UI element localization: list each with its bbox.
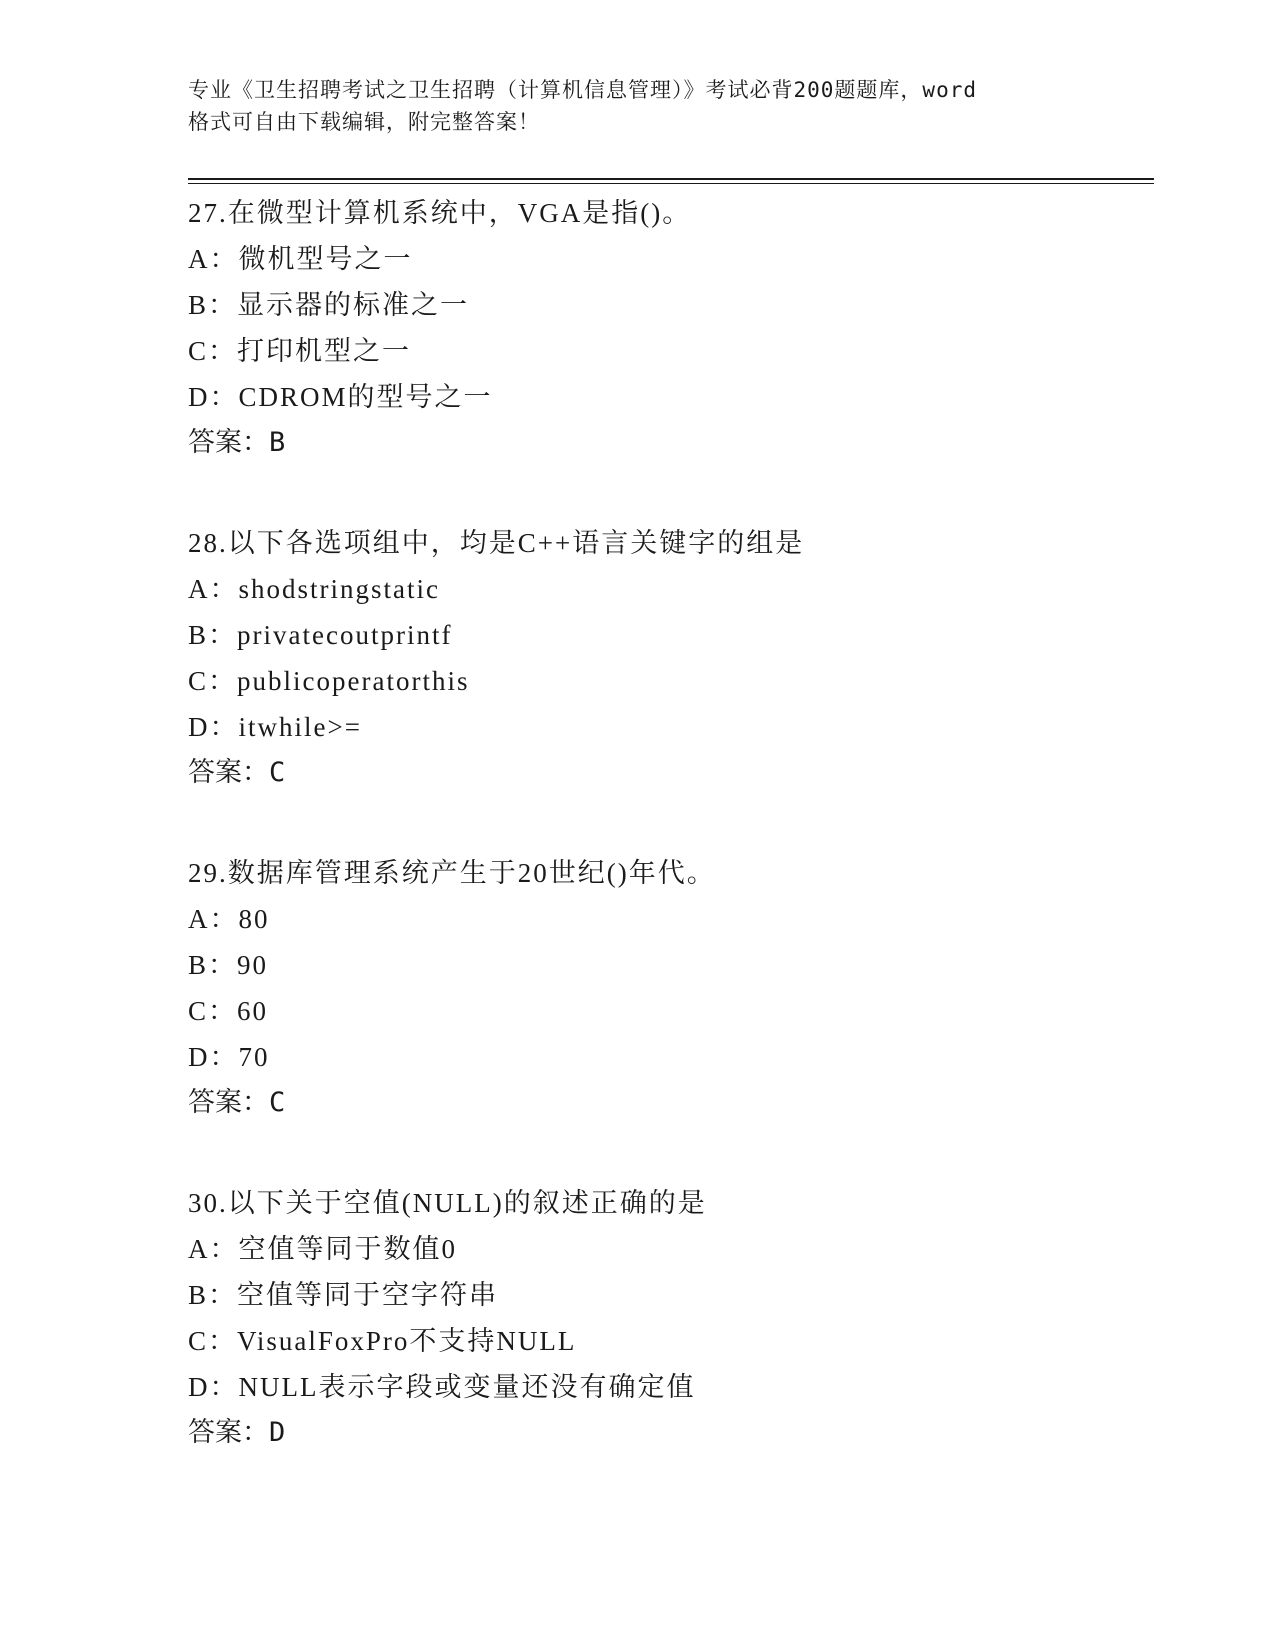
answer-value: D <box>269 1417 286 1448</box>
question-stem: 30.以下关于空值(NULL)的叙述正确的是 <box>188 1188 707 1218</box>
header-divider-thick <box>188 178 1154 180</box>
option-a: A：80 <box>188 904 270 934</box>
option-b: B：显示器的标准之一 <box>188 290 470 320</box>
header-line-1: 专业《卫生招聘考试之卫生招聘（计算机信息管理）》考试必背200题题库，word <box>188 78 977 102</box>
answer-label: 答案： <box>188 757 269 788</box>
question-stem: 28.以下各选项组中，均是C++语言关键字的组是 <box>188 528 805 558</box>
question-stem: 29.数据库管理系统产生于20世纪()年代。 <box>188 858 716 888</box>
answer-value: B <box>269 427 286 458</box>
answer <box>188 1410 1154 1456</box>
answer <box>188 1080 1154 1126</box>
question-stem: 27.在微型计算机系统中，VGA是指()。 <box>188 198 692 228</box>
header-divider-thin <box>188 183 1154 184</box>
answer-value: C <box>269 757 286 788</box>
option-c: C：打印机型之一 <box>188 336 412 366</box>
question-27 <box>188 190 1154 466</box>
answer-value: C <box>269 1087 286 1118</box>
option-b: B：privatecoutprintf <box>188 620 453 650</box>
answer-label: 答案： <box>188 1417 269 1448</box>
option-b: B：90 <box>188 950 269 980</box>
option-a: A：微机型号之一 <box>188 244 413 274</box>
answer-label: 答案： <box>188 1087 269 1118</box>
option-d: D：itwhile>= <box>188 712 362 742</box>
option-c: C：60 <box>188 996 269 1026</box>
option-c: C：publicoperatorthis <box>188 666 470 696</box>
option-b: B：空值等同于空字符串 <box>188 1280 499 1310</box>
answer <box>188 420 1154 466</box>
option-d: D：CDROM的型号之一 <box>188 382 493 412</box>
option-d: D：NULL表示字段或变量还没有确定值 <box>188 1372 696 1402</box>
question-29 <box>188 850 1154 1126</box>
option-a: A：shodstringstatic <box>188 574 440 604</box>
question-28 <box>188 520 1154 796</box>
question-30 <box>188 1180 1154 1456</box>
answer <box>188 750 1154 796</box>
document-header <box>188 74 1088 138</box>
option-c: C：VisualFoxPro不支持NULL <box>188 1326 577 1356</box>
question-list <box>188 190 1154 1510</box>
option-a: A：空值等同于数值0 <box>188 1234 457 1264</box>
answer-label: 答案： <box>188 427 269 458</box>
option-d: D：70 <box>188 1042 270 1072</box>
header-line-2: 格式可自由下载编辑，附完整答案！ <box>188 110 540 134</box>
